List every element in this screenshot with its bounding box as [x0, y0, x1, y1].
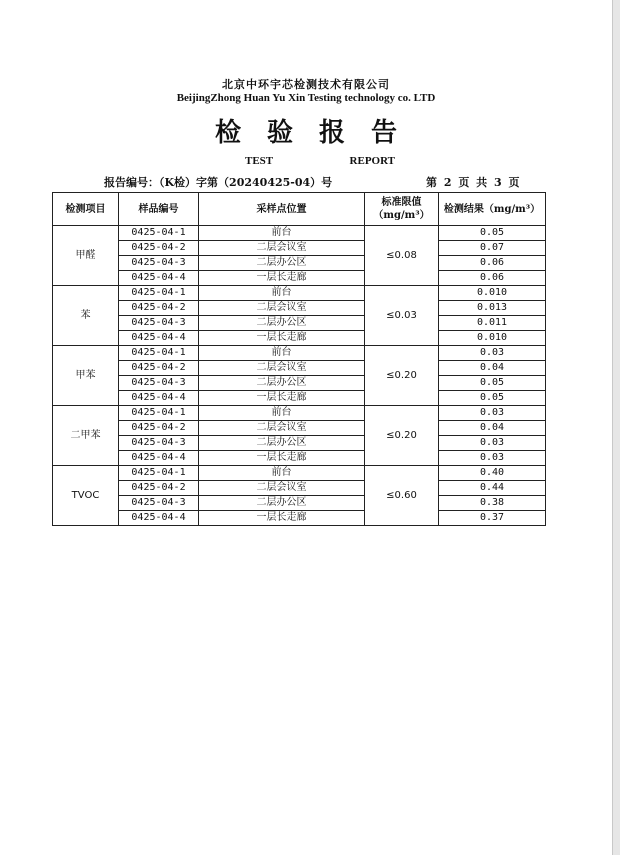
cell-sample-number: 0425-04-4: [119, 331, 199, 346]
table-row: [53, 346, 546, 361]
table-header-row: [53, 193, 546, 226]
cell-sample-number: 0425-04-3: [119, 256, 199, 271]
cell-test-item: 苯: [53, 286, 119, 346]
table-row: [53, 406, 546, 421]
cell-sampling-location: 一层长走廊: [199, 511, 365, 526]
cell-sampling-location: 二层会议室: [199, 421, 365, 436]
cell-sampling-location: 二层会议室: [199, 361, 365, 376]
cell-sampling-location: 前台: [199, 466, 365, 481]
cell-sample-number: 0425-04-4: [119, 511, 199, 526]
cell-sample-number: 0425-04-2: [119, 361, 199, 376]
cell-sampling-location: 二层会议室: [199, 241, 365, 256]
cell-sample-number: 0425-04-2: [119, 241, 199, 256]
header-result: 检测结果（mg/m³）: [439, 193, 546, 226]
cell-sample-number: 0425-04-2: [119, 481, 199, 496]
cell-sample-number: 0425-04-1: [119, 466, 199, 481]
cell-standard-limit: ≤0.60: [365, 466, 439, 526]
cell-test-result: 0.05: [439, 391, 546, 406]
table-row: [53, 391, 546, 406]
cell-sampling-location: 一层长走廊: [199, 391, 365, 406]
cell-sampling-location: 二层会议室: [199, 301, 365, 316]
report-title-en-1: TEST: [245, 155, 274, 167]
cell-test-result: 0.04: [439, 421, 546, 436]
cell-sampling-location: 二层办公区: [199, 376, 365, 391]
table-row: [53, 286, 546, 301]
header-limit-line2: （mg/m³）: [373, 210, 430, 221]
cell-standard-limit: ≤0.20: [365, 406, 439, 466]
document-viewer-scroll-rail[interactable]: [612, 0, 620, 855]
company-name-en: BeijingZhong Huan Yu Xin Testing technology co. LTD: [176, 92, 436, 104]
table-row: [53, 496, 546, 511]
cell-sampling-location: 二层办公区: [199, 436, 365, 451]
table-row: [53, 436, 546, 451]
header-limit-line1: 标准限值: [381, 197, 422, 208]
cell-sampling-location: 二层办公区: [199, 496, 365, 511]
table-row: [53, 241, 546, 256]
table-row: [53, 376, 546, 391]
table-row: [53, 256, 546, 271]
cell-sampling-location: 前台: [199, 286, 365, 301]
cell-sample-number: 0425-04-3: [119, 376, 199, 391]
table-row: [53, 271, 546, 286]
cell-test-result: 0.03: [439, 436, 546, 451]
table-row: [53, 331, 546, 346]
cell-sample-number: 0425-04-4: [119, 451, 199, 466]
cell-test-result: 0.03: [439, 346, 546, 361]
company-name-cn: 北京中环宇芯检测技术有限公司: [222, 78, 390, 91]
report-title: 检验报告: [214, 118, 423, 148]
cell-test-result: 0.37: [439, 511, 546, 526]
cell-test-result: 0.06: [439, 271, 546, 286]
cell-test-result: 0.04: [439, 361, 546, 376]
cell-sample-number: 0425-04-4: [119, 391, 199, 406]
cell-sample-number: 0425-04-4: [119, 271, 199, 286]
cell-test-item: 甲醛: [53, 226, 119, 286]
cell-test-result: 0.03: [439, 406, 546, 421]
cell-test-result: 0.07: [439, 241, 546, 256]
header-item: 检测项目: [53, 193, 119, 226]
table-row: [53, 226, 546, 241]
cell-sample-number: 0425-04-2: [119, 421, 199, 436]
cell-sample-number: 0425-04-1: [119, 286, 199, 301]
cell-test-result: 0.010: [439, 331, 546, 346]
results-table: [52, 192, 546, 526]
cell-sampling-location: 前台: [199, 406, 365, 421]
cell-test-result: 0.38: [439, 496, 546, 511]
cell-sample-number: 0425-04-3: [119, 496, 199, 511]
table-row: [53, 361, 546, 376]
table-row: [53, 301, 546, 316]
cell-standard-limit: ≤0.08: [365, 226, 439, 286]
header-location: 采样点位置: [199, 193, 365, 226]
cell-test-result: 0.06: [439, 256, 546, 271]
report-title-en: [245, 155, 395, 167]
cell-sampling-location: 二层会议室: [199, 481, 365, 496]
table-row: [53, 451, 546, 466]
cell-test-result: 0.40: [439, 466, 546, 481]
report-number: 报告编号：（K检）字第（20240425-04）号: [104, 176, 333, 189]
cell-standard-limit: ≤0.03: [365, 286, 439, 346]
cell-sampling-location: 一层长走廊: [199, 451, 365, 466]
cell-sample-number: 0425-04-3: [119, 316, 199, 331]
header-limit: [365, 193, 439, 226]
page-indicator: 第 2 页 共 3 页: [426, 176, 520, 189]
cell-sampling-location: 前台: [199, 346, 365, 361]
report-title-en-2: REPORT: [349, 155, 395, 167]
cell-test-item: 二甲苯: [53, 406, 119, 466]
table-row: [53, 421, 546, 436]
table-row: [53, 511, 546, 526]
cell-test-result: 0.010: [439, 286, 546, 301]
cell-test-result: 0.44: [439, 481, 546, 496]
cell-test-item: 甲苯: [53, 346, 119, 406]
cell-sample-number: 0425-04-3: [119, 436, 199, 451]
table-row: [53, 481, 546, 496]
header-sample: 样品编号: [119, 193, 199, 226]
cell-sample-number: 0425-04-1: [119, 226, 199, 241]
cell-test-result: 0.011: [439, 316, 546, 331]
cell-standard-limit: ≤0.20: [365, 346, 439, 406]
table-row: [53, 466, 546, 481]
cell-test-result: 0.05: [439, 226, 546, 241]
cell-test-item: TVOC: [53, 466, 119, 526]
cell-test-result: 0.013: [439, 301, 546, 316]
cell-sample-number: 0425-04-2: [119, 301, 199, 316]
cell-test-result: 0.03: [439, 451, 546, 466]
table-row: [53, 316, 546, 331]
cell-sampling-location: 一层长走廊: [199, 271, 365, 286]
cell-sampling-location: 二层办公区: [199, 316, 365, 331]
cell-sampling-location: 一层长走廊: [199, 331, 365, 346]
cell-sample-number: 0425-04-1: [119, 346, 199, 361]
cell-sampling-location: 前台: [199, 226, 365, 241]
cell-sample-number: 0425-04-1: [119, 406, 199, 421]
cell-sampling-location: 二层办公区: [199, 256, 365, 271]
cell-test-result: 0.05: [439, 376, 546, 391]
